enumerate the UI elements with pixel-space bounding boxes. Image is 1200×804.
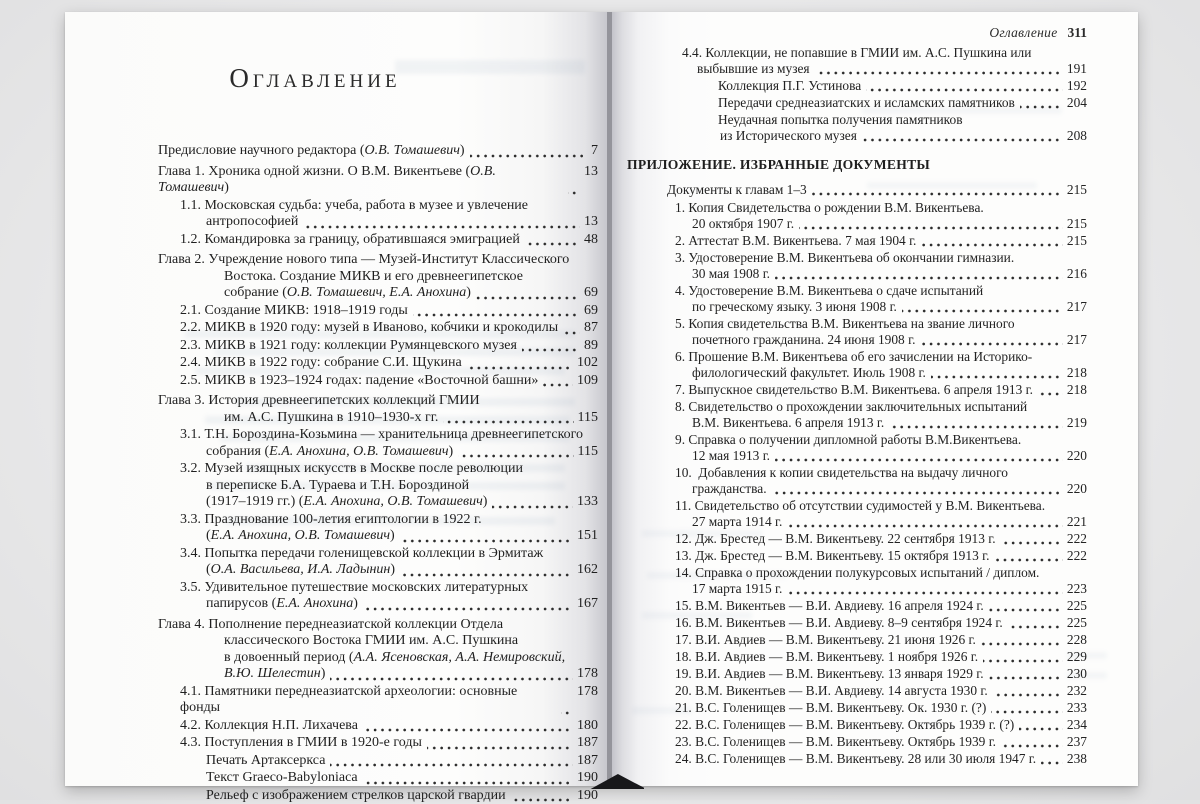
toc-left-list xyxy=(158,143,598,804)
page-number: 220 xyxy=(1066,448,1087,464)
entry-text: 10. Добавления к копии свидетельства на выдачу личного xyxy=(675,465,1008,480)
entry-text: 6. Прошение В.М. Викентьева об его зачислении на Историко- xyxy=(675,349,1032,364)
entry-text: 2.2. МИКВ в 1920 году: музей в Иваново, кобчики и крокодилы xyxy=(180,320,558,337)
dot-leader xyxy=(902,309,1063,313)
page-number: 217 xyxy=(1066,332,1087,348)
dot-leader xyxy=(772,491,1063,495)
toc-entry xyxy=(158,770,598,787)
toc-entry xyxy=(627,531,1087,547)
page-number: 187 xyxy=(576,735,598,752)
page-number: 89 xyxy=(583,338,598,355)
page-number: 232 xyxy=(1066,683,1087,699)
toc-right-top-list xyxy=(627,45,1087,144)
entry-text: 4.3. Поступления в ГМИИ в 1920-е годы xyxy=(180,735,422,752)
toc-entry xyxy=(158,788,598,804)
entry-text: почетного гражданина. 24 июня 1908 г. xyxy=(692,332,915,348)
entry-text: филологический факультет. Июль 1908 г. xyxy=(692,365,926,381)
entry-text: 2.4. МИКВ в 1922 году: собрание С.И. Щукина xyxy=(180,355,462,372)
toc-entry xyxy=(627,734,1087,750)
page-number: 234 xyxy=(1066,717,1087,733)
dot-leader xyxy=(799,226,1063,230)
dot-leader xyxy=(427,746,573,750)
entry-text: 1.1. Московская судьба: учеба, работа в музее и увлечение xyxy=(180,198,528,213)
page-number: 178 xyxy=(576,666,598,683)
page-number: 13 xyxy=(583,164,598,181)
running-header xyxy=(627,25,1087,41)
page-number: 222 xyxy=(1066,548,1087,564)
toc-entry xyxy=(627,182,1087,198)
page-number: 48 xyxy=(583,232,598,249)
entry-text: классического Востока ГМИИ им. А.С. Пушкина xyxy=(224,633,518,648)
dot-leader xyxy=(330,677,573,681)
entry-text: 2. Аттестат В.М. Викентьева. 7 мая 1904 г. xyxy=(675,233,916,249)
entry-text: 17 марта 1915 г. xyxy=(692,581,782,597)
dot-leader xyxy=(413,313,580,317)
left-page xyxy=(65,12,607,786)
entry-text: Глава 2. Учреждение нового типа — Музей-Институт Классического xyxy=(158,252,569,267)
page-number: 215 xyxy=(1066,216,1087,232)
entry-text: Передачи среднеазиатских и исламских памятников xyxy=(718,95,1015,111)
page-number: 216 xyxy=(1066,266,1087,282)
toc-entry xyxy=(627,598,1087,614)
dot-leader xyxy=(1020,105,1063,109)
entry-text: Коллекция П.Г. Устинова xyxy=(718,78,861,94)
page-number: 69 xyxy=(583,303,598,320)
entry-text: 1. Копия Свидетельства о рождении В.М. Викентьева. xyxy=(675,200,984,215)
dot-leader xyxy=(994,558,1062,562)
page-number: 219 xyxy=(1066,415,1087,431)
dot-leader xyxy=(543,383,573,387)
toc-entry xyxy=(627,498,1087,530)
toc-entry xyxy=(158,198,598,231)
dot-leader xyxy=(363,728,573,732)
page-number: 217 xyxy=(1066,299,1087,315)
entry-text: 3.5. Удивительное путешествие московских литературных xyxy=(180,580,528,595)
page-number: 187 xyxy=(576,753,598,770)
toc-entry xyxy=(627,316,1087,348)
page-number: 225 xyxy=(1066,615,1087,631)
toc-entry xyxy=(627,548,1087,564)
toc-entry xyxy=(627,78,1087,94)
toc-entry xyxy=(627,649,1087,665)
toc-entry xyxy=(627,615,1087,631)
entry-text: 16. В.М. Викентьев — В.И. Авдиеву. 8–9 сентября 1924 г. xyxy=(675,615,1003,631)
entry-text: 22. В.С. Голенищев — В.М. Викентьеву. Октябрь 1939 г. (?) xyxy=(675,717,1014,733)
dot-leader xyxy=(525,242,580,246)
entry-text: 1.2. Командировка за границу, обратившаяся эмиграцией xyxy=(180,232,520,249)
entry-text: Неудачная попытка получения памятников xyxy=(718,112,963,127)
dot-leader xyxy=(862,138,1063,142)
page-number: 225 xyxy=(1066,598,1087,614)
toc-entry xyxy=(158,580,598,613)
dot-leader xyxy=(511,798,573,802)
toc-entry xyxy=(627,112,1087,144)
dot-leader xyxy=(1041,761,1063,765)
entry-text: собрание (О.В. Томашевич, Е.А. Анохина) xyxy=(224,285,471,302)
dot-leader xyxy=(1038,392,1063,396)
entry-text: из Исторического музея xyxy=(720,128,857,144)
page-number: 178 xyxy=(576,684,598,701)
entry-text: В.Ю. Шелестин) xyxy=(224,666,325,683)
dot-leader xyxy=(1019,727,1063,731)
toc-entry xyxy=(627,666,1087,682)
entry-text: Предисловие научного редактора (О.В. Томашевич) xyxy=(158,143,465,160)
entry-text: Текст Graeco-Babyloniaca xyxy=(206,770,358,787)
page-number: 115 xyxy=(577,444,598,461)
right-page xyxy=(612,12,1138,786)
entry-text: Глава 4. Пополнение переднеазиатской коллекции Отдела xyxy=(158,617,503,632)
entry-text: 8. Свидетельство о прохождении заключительных испытаний xyxy=(675,399,1027,414)
toc-entry xyxy=(627,700,1087,716)
entry-text: 5. Копия свидетельства В.М. Викентьева на звание личного xyxy=(675,316,1015,331)
dot-leader xyxy=(492,505,573,509)
entry-text: 2.3. МИКВ в 1921 году: коллекции Румянцевского музея xyxy=(180,338,517,355)
entry-text: Глава 3. История древнеегипетских коллекций ГМИИ xyxy=(158,393,480,408)
dot-leader xyxy=(787,524,1063,528)
entry-text: Востока. Создание МИКВ и его древнеегипетское xyxy=(224,269,523,284)
toc-entry xyxy=(158,320,598,337)
toc-entry xyxy=(627,250,1087,282)
page-number: 7 xyxy=(590,143,598,160)
page-number: 215 xyxy=(1066,182,1087,198)
dot-leader xyxy=(400,573,573,577)
toc-entry xyxy=(627,283,1087,315)
dot-leader xyxy=(787,591,1063,595)
entry-text: 30 мая 1908 г. xyxy=(692,266,770,282)
dot-leader xyxy=(993,693,1063,697)
toc-title: Оглавление xyxy=(158,63,598,94)
toc-entry xyxy=(158,303,598,320)
page-number: 222 xyxy=(1066,531,1087,547)
entry-text: в довоенный период (А.А. Ясеновская, А.А. Немировский, xyxy=(224,650,565,665)
dot-leader xyxy=(921,243,1062,247)
page-number: 215 xyxy=(1066,233,1087,249)
toc-entry xyxy=(627,349,1087,381)
toc-entry xyxy=(158,684,598,717)
page-number: 230 xyxy=(1066,666,1087,682)
page-number: 162 xyxy=(576,562,598,579)
toc-entry xyxy=(158,718,598,735)
toc-entry xyxy=(158,143,598,160)
page-number: 102 xyxy=(576,355,598,372)
dot-leader xyxy=(1001,744,1063,748)
entry-text: 14. Справка о прохождении полукурсовых испытаний / диплом. xyxy=(675,565,1039,580)
entry-text: 3. Удостоверение В.М. Викентьева об окончании гимназии. xyxy=(675,250,1014,265)
entry-text: 9. Справка о получении дипломной работы В.М.Викентьева. xyxy=(675,432,1021,447)
toc-entry xyxy=(627,632,1087,648)
dot-leader xyxy=(812,192,1063,196)
dot-leader xyxy=(458,454,573,458)
toc-entry xyxy=(158,617,598,683)
toc-entry xyxy=(627,465,1087,497)
page-number: 13 xyxy=(583,214,598,231)
toc-entry xyxy=(627,95,1087,111)
page-number: 218 xyxy=(1066,365,1087,381)
toc-entry xyxy=(627,45,1087,77)
dot-leader xyxy=(470,154,587,158)
toc-right-docs-list xyxy=(627,182,1087,767)
entry-text: 17. В.И. Авдиев — В.М. Викентьеву. 21 июня 1926 г. xyxy=(675,632,976,648)
entry-text: 4.2. Коллекция Н.П. Лихачева xyxy=(180,718,358,735)
entry-text: 21. В.С. Голенищев — В.М. Викентьеву. Ок. 1930 г. (?) xyxy=(675,700,986,716)
toc-entry xyxy=(627,399,1087,431)
dot-leader xyxy=(522,348,580,352)
toc-entry xyxy=(158,512,598,545)
entry-text: 4.1. Памятники переднеазиатской археологии: основные фонды xyxy=(180,684,556,717)
entry-text: по греческому языку. 3 июня 1908 г. xyxy=(692,299,897,315)
entry-text: 11. Свидетельство об отсутствии судимостей у В.М. Викентьева. xyxy=(675,498,1045,513)
entry-text: 24. В.С. Голенищев — В.М. Викентьеву. 28 или 30 июля 1947 г. xyxy=(675,751,1036,767)
toc-entry xyxy=(627,717,1087,733)
toc-entry xyxy=(158,373,598,390)
dot-leader xyxy=(467,366,573,370)
dot-leader xyxy=(989,676,1063,680)
entry-text: Глава 1. Хроника одной жизни. О В.М. Викентьеве (О.В. Томашевич) xyxy=(158,164,563,197)
dot-leader xyxy=(563,331,580,335)
toc-entry xyxy=(158,393,598,426)
dot-leader xyxy=(989,608,1063,612)
entry-text: 3.4. Попытка передачи голенищевской коллекции в Эрмитаж xyxy=(180,546,543,561)
dot-leader xyxy=(476,296,580,300)
toc-entry xyxy=(158,735,598,752)
toc-entry xyxy=(627,382,1087,398)
toc-entry xyxy=(627,200,1087,232)
entry-text: им. А.С. Пушкина в 1910–1930-х гг. xyxy=(224,410,438,427)
entry-text: Печать Артаксеркса xyxy=(206,753,325,770)
entry-text: (О.А. Васильева, И.А. Ладынин) xyxy=(206,562,395,579)
entry-text: 13. Дж. Брестед — В.М. Викентьеву. 15 октября 1913 г. xyxy=(675,548,989,564)
dot-leader xyxy=(815,71,1063,75)
right-page-content xyxy=(627,44,1087,767)
dot-leader xyxy=(363,607,573,611)
entry-text: (Е.А. Анохина, О.В. Томашевич) xyxy=(206,528,395,545)
entry-text: 15. В.М. Викентьев — В.И. Авдиеву. 16 апреля 1924 г. xyxy=(675,598,984,614)
dot-leader xyxy=(983,659,1063,663)
dot-leader xyxy=(1008,625,1063,629)
open-book xyxy=(65,12,1138,786)
dot-leader xyxy=(920,342,1062,346)
toc-entry xyxy=(627,683,1087,699)
entry-text: 27 марта 1914 г. xyxy=(692,514,782,530)
toc-entry xyxy=(158,252,598,302)
entry-text: 18. В.И. Авдиев — В.М. Викентьеву. 1 ноября 1926 г. xyxy=(675,649,978,665)
dot-leader xyxy=(866,88,1063,92)
page-number: 192 xyxy=(1066,78,1087,94)
entry-text: В.М. Викентьева. 6 апреля 1913 г. xyxy=(692,415,884,431)
dot-leader xyxy=(775,276,1063,280)
entry-text: в переписке Б.А. Тураева и Т.Н. Бороздиной xyxy=(206,478,469,493)
page-number: 238 xyxy=(1066,751,1087,767)
toc-entry xyxy=(627,432,1087,464)
dot-leader xyxy=(981,642,1063,646)
page-number: 204 xyxy=(1066,95,1087,111)
dot-leader xyxy=(561,711,573,715)
entry-text: Документы к главам 1–3 xyxy=(667,182,807,198)
page-number: 190 xyxy=(576,788,598,804)
entry-text: 4. Удостоверение В.М. Викентьева о сдаче испытаний xyxy=(675,283,983,298)
entry-text: 4.4. Коллекции, не попавшие в ГМИИ им. А.С. Пушкина или xyxy=(682,45,1031,60)
dot-leader xyxy=(889,425,1063,429)
page-number: 233 xyxy=(1066,700,1087,716)
page-number: 87 xyxy=(583,320,598,337)
dot-leader xyxy=(363,781,573,785)
page-number: 208 xyxy=(1066,128,1087,144)
toc-entry xyxy=(158,164,598,197)
running-header-title: Оглавление xyxy=(989,25,1057,40)
dot-leader xyxy=(775,458,1063,462)
page-number: 218 xyxy=(1066,382,1087,398)
toc-entry xyxy=(158,753,598,770)
running-header-page-number: 311 xyxy=(1067,25,1087,40)
page-number: 190 xyxy=(576,770,598,787)
entry-text: 7. Выпускное свидетельство В.М. Викентьева. 6 апреля 1913 г. xyxy=(675,382,1033,398)
toc-entry xyxy=(627,233,1087,249)
page-number: 69 xyxy=(583,285,598,302)
dot-leader xyxy=(400,539,573,543)
dot-leader xyxy=(303,225,580,229)
appendix-heading: ПРИЛОЖЕНИЕ. ИЗБРАННЫЕ ДОКУМЕНТЫ xyxy=(627,157,1087,173)
page-number: 221 xyxy=(1066,514,1087,530)
entry-text: 3.2. Музей изящных искусств в Москве после революции xyxy=(180,461,523,476)
toc-entry xyxy=(158,232,598,249)
entry-text: 3.1. Т.Н. Бороздина-Козьмина — хранительница древнеегипетского xyxy=(180,427,583,442)
page-number: 167 xyxy=(576,596,598,613)
page-number: 180 xyxy=(576,718,598,735)
entry-text: (1917–1919 гг.) (Е.А. Анохина, О.В. Томашевич) xyxy=(206,494,487,511)
entry-text: собрания (Е.А. Анохина, О.В. Томашевич) xyxy=(206,444,453,461)
toc-entry xyxy=(158,427,598,460)
page-number: 228 xyxy=(1066,632,1087,648)
page-number: 229 xyxy=(1066,649,1087,665)
page-number: 220 xyxy=(1066,481,1087,497)
dot-leader xyxy=(568,191,580,195)
toc-entry xyxy=(627,751,1087,767)
entry-text: 12. Дж. Брестед — В.М. Викентьеву. 22 сентября 1913 г. xyxy=(675,531,996,547)
page-number: 223 xyxy=(1066,581,1087,597)
entry-text: папирусов (Е.А. Анохина) xyxy=(206,596,358,613)
page-number: 115 xyxy=(577,410,598,427)
entry-text: 2.5. МИКВ в 1923–1924 годах: падение «Восточной башни» xyxy=(180,373,538,390)
page-number: 237 xyxy=(1066,734,1087,750)
toc-entry xyxy=(158,355,598,372)
entry-text: 23. В.С. Голенищев — В.М. Викентьеву. Октябрь 1939 г. xyxy=(675,734,996,750)
entry-text: Рельеф с изображением стрелков царской гвардии xyxy=(206,788,506,804)
entry-text: 3.3. Празднование 100-летия египтологии в 1922 г. xyxy=(180,512,482,527)
toc-entry xyxy=(158,461,598,511)
dot-leader xyxy=(931,375,1063,379)
dot-leader xyxy=(330,763,573,767)
entry-text: 19. В.И. Авдиев — В.М. Викентьеву. 13 января 1929 г. xyxy=(675,666,984,682)
entry-text: 20 октября 1907 г. xyxy=(692,216,794,232)
entry-text: 2.1. Создание МИКВ: 1918–1919 годы xyxy=(180,303,408,320)
entry-text: гражданства. xyxy=(692,481,767,497)
page-number: 133 xyxy=(576,494,598,511)
page-number: 191 xyxy=(1066,61,1087,77)
dot-leader xyxy=(1001,541,1063,545)
toc-entry xyxy=(158,546,598,579)
toc-entry xyxy=(158,338,598,355)
dot-leader xyxy=(991,710,1063,714)
entry-text: 12 мая 1913 г. xyxy=(692,448,770,464)
toc-entry xyxy=(627,565,1087,597)
entry-text: антропософией xyxy=(206,214,298,231)
page-number: 151 xyxy=(576,528,598,545)
dot-leader xyxy=(443,420,573,424)
entry-text: выбывшие из музея xyxy=(697,61,810,77)
page-number: 109 xyxy=(576,373,598,390)
entry-text: 20. В.М. Викентьев — В.И. Авдиеву. 14 августа 1930 г. xyxy=(675,683,988,699)
